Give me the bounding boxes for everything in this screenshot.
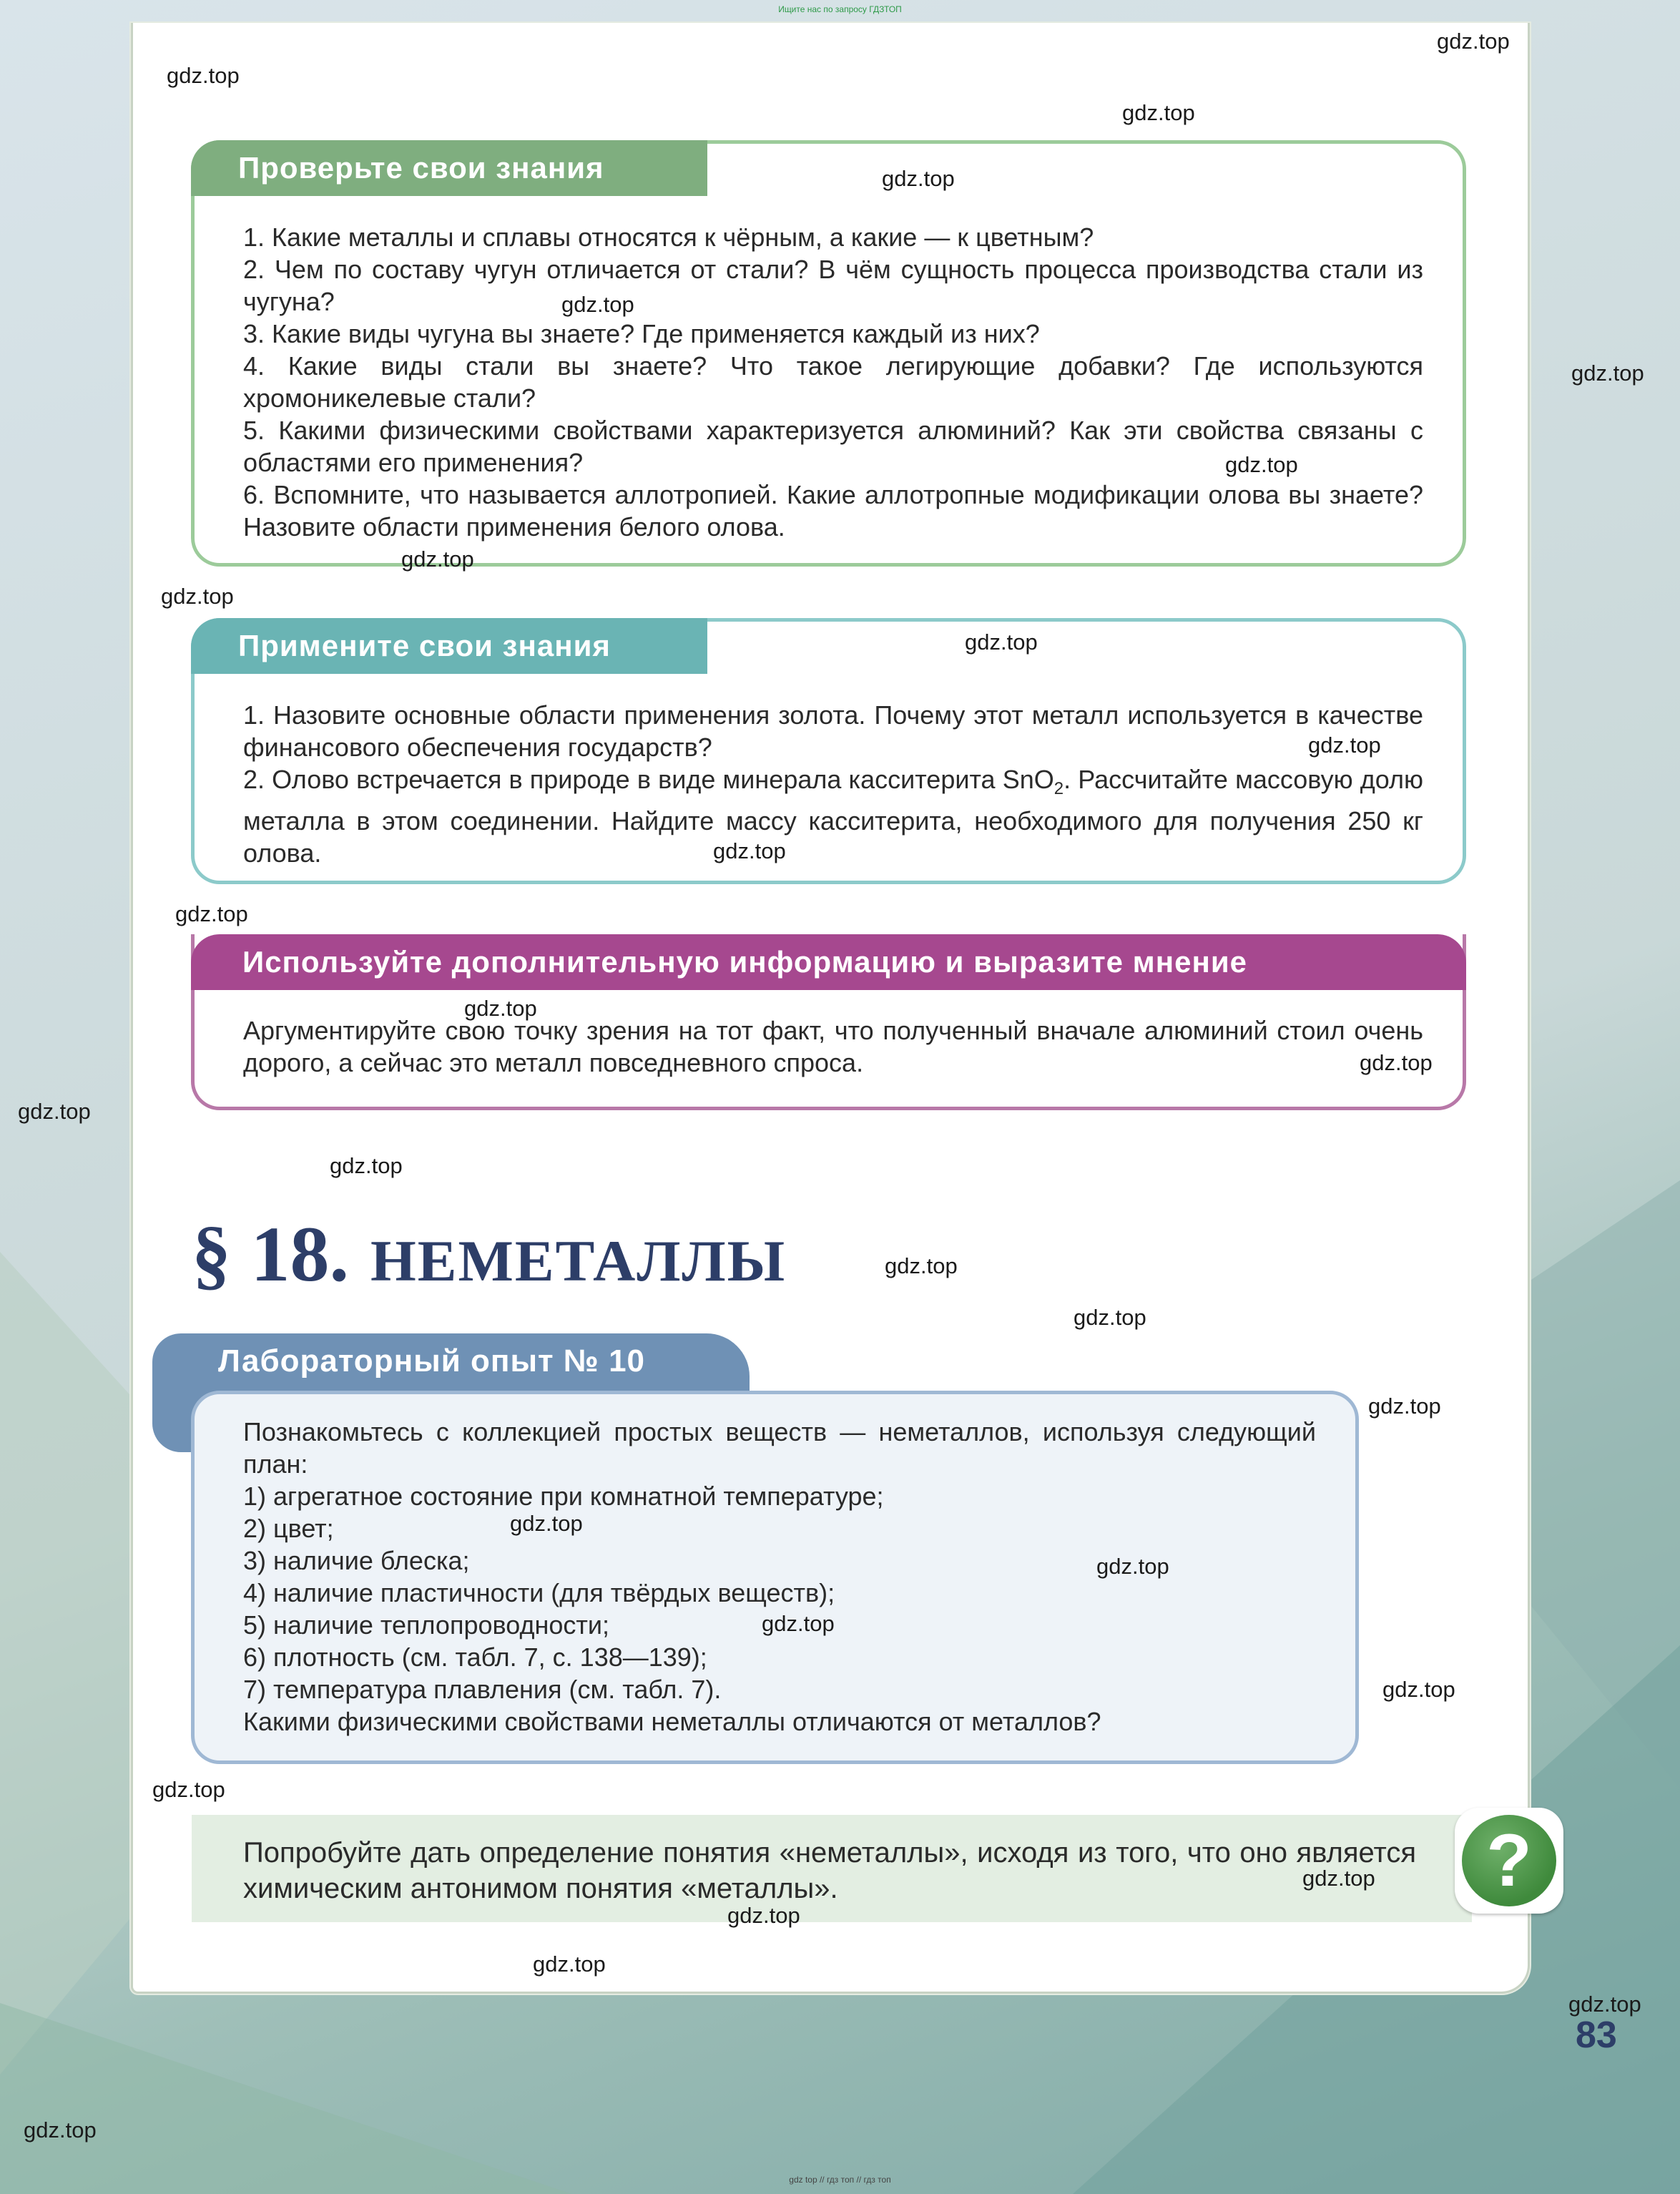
watermark: gdz.top bbox=[175, 901, 248, 926]
watermark: gdz.top bbox=[713, 838, 786, 863]
paragraph-number: § 18. bbox=[192, 1210, 349, 1298]
watermark: gdz.top bbox=[1437, 29, 1510, 54]
watermark: gdz.top bbox=[1568, 1992, 1641, 2017]
apply-knowledge-title: Примените свои знания bbox=[191, 618, 707, 674]
watermark: gdz.top bbox=[161, 584, 234, 609]
lab-item-3: 3) наличие блеска; bbox=[243, 1546, 470, 1575]
watermark: gdz.top bbox=[152, 1777, 225, 1802]
lab-question: Какими физическими свойствами неметаллы отличаются от металлов? bbox=[243, 1707, 1101, 1736]
watermark: gdz.top bbox=[1122, 100, 1195, 125]
question-1: 1. Какие металлы и сплавы относятся к чёрным, а какие — к цветным? bbox=[243, 222, 1094, 252]
top-note: Ищите нас по запросу ГДЗТОП bbox=[778, 4, 902, 14]
paragraph-title: НЕМЕТАЛЛЫ bbox=[370, 1228, 787, 1293]
formula-subscript: 2 bbox=[1053, 779, 1064, 799]
apply-task-1: 1. Назовите основные области применения золота. Почему этот металл используется в качестве финансового обеспечения государств? bbox=[243, 700, 1423, 762]
watermark: gdz.top bbox=[882, 166, 955, 191]
watermark: gdz.top bbox=[510, 1511, 583, 1536]
watermark: gdz.top bbox=[18, 1099, 91, 1124]
watermark: gdz.top bbox=[464, 996, 537, 1021]
question-4: 4. Какие виды стали вы знаете? Что такое легирующие добавки? Где используются хромоникелевые стали? bbox=[243, 351, 1423, 413]
lab-item-6: 6) плотность (см. табл. 7, с. 138—139); bbox=[243, 1642, 707, 1672]
question-6: 6. Вспомните, что называется аллотропией. Какие аллотропные модификации олова вы знаете? Назовите области применения белого олова. bbox=[243, 480, 1423, 542]
apply-knowledge-box bbox=[191, 618, 1466, 884]
watermark: gdz.top bbox=[1382, 1677, 1455, 1702]
watermark: gdz.top bbox=[1302, 1866, 1375, 1891]
lab-item-4: 4) наличие пластичности (для твёрдых веществ); bbox=[243, 1578, 835, 1607]
watermark: gdz.top bbox=[1360, 1050, 1433, 1075]
question-5: 5. Какими физическими свойствами характеризуется алюминий? Как эти свойства связаны с областями его применения? bbox=[243, 416, 1423, 477]
watermark: gdz.top bbox=[1571, 361, 1644, 386]
question-icon bbox=[1455, 1808, 1563, 1914]
check-knowledge-box bbox=[191, 140, 1466, 567]
page-number: 83 bbox=[1576, 2014, 1617, 2056]
definition-task-text: Попробуйте дать определение понятия «неметаллы», исходя из того, что оно является химическим антонимом понятия «металлы». bbox=[243, 1837, 1416, 1904]
lab-item-7: 7) температура плавления (см. табл. 7). bbox=[243, 1675, 722, 1704]
lab-item-5: 5) наличие теплопроводности; bbox=[243, 1610, 609, 1640]
watermark: gdz.top bbox=[762, 1611, 835, 1636]
watermark: gdz.top bbox=[1225, 452, 1298, 477]
watermark: gdz.top bbox=[1096, 1554, 1169, 1579]
watermark: gdz.top bbox=[533, 1951, 606, 1977]
lab-title: Лабораторный опыт № 10 bbox=[152, 1333, 750, 1418]
watermark: gdz.top bbox=[1368, 1394, 1441, 1419]
extra-info-text: Аргументируйте свою точку зрения на тот факт, что полученный вначале алюминий стоил очень дорого, а сейчас это металл повседневного спроса. bbox=[243, 1016, 1423, 1077]
question-mark-icon: ? bbox=[1462, 1815, 1556, 1906]
extra-info-title: Используйте дополнительную информацию и выразите мнение bbox=[191, 934, 1466, 990]
watermark: gdz.top bbox=[1074, 1305, 1146, 1330]
definition-task-box bbox=[192, 1815, 1472, 1922]
watermark: gdz.top bbox=[167, 63, 240, 88]
watermark: gdz.top bbox=[401, 547, 474, 572]
watermark: gdz.top bbox=[330, 1153, 403, 1178]
question-2: 2. Чем по составу чугун отличается от стали? В чём сущность процесса производства стали из чугуна? bbox=[243, 255, 1423, 316]
watermark: gdz.top bbox=[885, 1253, 958, 1278]
extra-info-box bbox=[191, 934, 1466, 1110]
watermark: gdz.top bbox=[1308, 733, 1381, 758]
lab-box bbox=[191, 1391, 1359, 1764]
watermark: gdz.top bbox=[561, 292, 634, 317]
bottom-note: gdz top // гдз топ // гдз топ bbox=[789, 2175, 891, 2185]
lab-intro: Познакомьтесь с коллекцией простых веществ — неметаллов, используя следующий план: bbox=[243, 1417, 1316, 1479]
paragraph-heading bbox=[192, 1209, 786, 1300]
lab-item-1: 1) агрегатное состояние при комнатной температуре; bbox=[243, 1482, 884, 1511]
apply-task-2-text-cont: . Рассчитайте массовую долю металла в этом соединении. Найдите массу касситерита, необходимого для получения 250 кг олова. bbox=[243, 765, 1423, 868]
apply-knowledge-tasks bbox=[243, 699, 1423, 869]
apply-task-2 bbox=[243, 763, 1423, 869]
check-knowledge-title: Проверьте свои знания bbox=[191, 140, 707, 196]
watermark: gdz.top bbox=[965, 630, 1038, 655]
question-3: 3. Какие виды чугуна вы знаете? Где применяется каждый из них? bbox=[243, 319, 1040, 348]
check-knowledge-questions bbox=[243, 221, 1423, 543]
watermark: gdz.top bbox=[24, 2117, 97, 2142]
apply-task-2-text: 2. Олово встречается в природе в виде минерала касситерита SnO bbox=[243, 765, 1054, 794]
lab-item-2: 2) цвет; bbox=[243, 1514, 334, 1543]
watermark: gdz.top bbox=[727, 1903, 800, 1928]
